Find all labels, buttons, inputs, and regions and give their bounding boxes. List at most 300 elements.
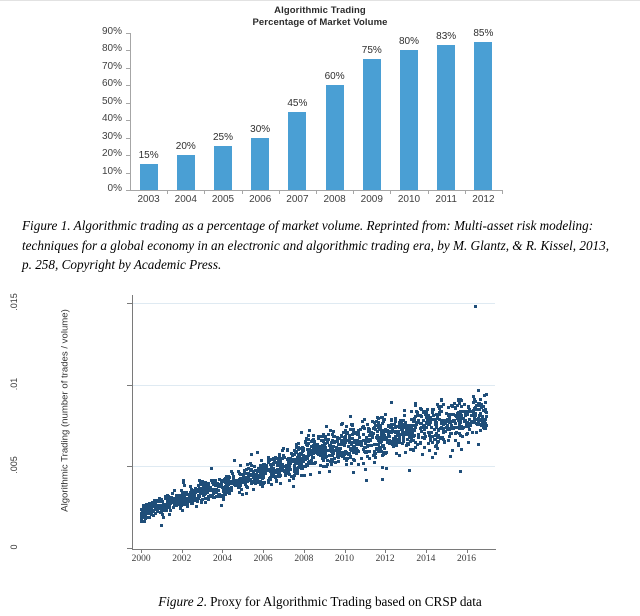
scatter-point xyxy=(301,448,304,451)
scatter-x-tick-label: 2014 xyxy=(416,554,436,564)
scatter-point xyxy=(347,453,350,456)
scatter-point xyxy=(383,434,386,437)
scatter-point xyxy=(331,433,334,436)
scatter-point xyxy=(456,404,459,407)
scatter-point xyxy=(460,448,463,451)
scatter-point xyxy=(168,513,171,516)
scatter-point xyxy=(449,455,452,458)
scatter-point xyxy=(434,452,437,455)
scatter-point xyxy=(331,451,334,454)
scatter-point xyxy=(387,425,390,428)
scatter-point xyxy=(364,468,367,471)
bar-chart-bar xyxy=(251,138,269,190)
scatter-point xyxy=(440,405,443,408)
scatter-point xyxy=(465,433,468,436)
scatter-point xyxy=(178,495,181,498)
scatter-point xyxy=(464,414,467,417)
scatter-point xyxy=(252,480,255,483)
scatter-point xyxy=(289,468,292,471)
scatter-point xyxy=(301,467,304,470)
bar-chart-x-tick-label: 2003 xyxy=(137,194,160,205)
scatter-point xyxy=(301,460,304,463)
scatter-point xyxy=(220,504,223,507)
scatter-point xyxy=(201,480,204,483)
bar-chart-y-tick-label: 50% xyxy=(101,95,122,107)
bar-chart-title-line1: Algorithmic Trading xyxy=(274,5,366,16)
scatter-point xyxy=(353,439,356,442)
scatter-point xyxy=(173,489,176,492)
scatter-point xyxy=(355,443,358,446)
scatter-point xyxy=(458,422,461,425)
scatter-point xyxy=(363,418,366,421)
scatter-point xyxy=(352,471,355,474)
scatter-point xyxy=(290,475,293,478)
scatter-point xyxy=(477,421,480,424)
scatter-point xyxy=(279,474,282,477)
scatter-point xyxy=(162,503,165,506)
scatter-point xyxy=(387,435,390,438)
scatter-point xyxy=(272,457,275,460)
scatter-point xyxy=(412,419,415,422)
scatter-point xyxy=(375,447,378,450)
scatter-point xyxy=(272,467,275,470)
scatter-point xyxy=(317,437,320,440)
bar-chart-data-label: 30% xyxy=(250,123,271,135)
scatter-point xyxy=(333,457,336,460)
scatter-point xyxy=(459,470,462,473)
scatter-y-tick-label: .01 xyxy=(9,377,19,391)
scatter-point xyxy=(196,500,199,503)
scatter-point xyxy=(428,449,431,452)
scatter-point xyxy=(256,451,259,454)
scatter-point xyxy=(332,445,335,448)
figure-1-bar-chart xyxy=(0,0,640,212)
scatter-point xyxy=(440,410,443,413)
bar-chart-title xyxy=(120,5,520,28)
scatter-point xyxy=(245,492,248,495)
bar-chart-x-tick-label: 2011 xyxy=(435,194,457,205)
scatter-point xyxy=(483,419,486,422)
scatter-point xyxy=(312,448,315,451)
scatter-point xyxy=(407,443,410,446)
scatter-point xyxy=(329,429,332,432)
bar-chart-data-label: 15% xyxy=(138,149,159,161)
scatter-point xyxy=(183,484,186,487)
scatter-point xyxy=(322,435,325,438)
scatter-point xyxy=(243,481,246,484)
scatter-point xyxy=(142,510,145,513)
scatter-point xyxy=(328,454,331,457)
scatter-point xyxy=(380,416,383,419)
scatter-point xyxy=(260,459,263,462)
scatter-point xyxy=(177,500,180,503)
scatter-point xyxy=(192,490,195,493)
scatter-point xyxy=(472,401,475,404)
scatter-point xyxy=(252,488,255,491)
scatter-point xyxy=(446,418,449,421)
scatter-point xyxy=(300,431,303,434)
scatter-point xyxy=(433,438,436,441)
scatter-point xyxy=(440,421,443,424)
scatter-point xyxy=(362,462,365,465)
scatter-point xyxy=(325,465,328,468)
scatter-point xyxy=(304,441,307,444)
scatter-point xyxy=(440,398,443,401)
scatter-point xyxy=(272,474,275,477)
scatter-point xyxy=(430,431,433,434)
bar-chart-y-tick-label: 20% xyxy=(101,148,122,160)
scatter-point xyxy=(414,402,417,405)
bar-chart-bar xyxy=(400,50,418,190)
scatter-point xyxy=(292,485,295,488)
scatter-point xyxy=(443,441,446,444)
scatter-point xyxy=(170,498,173,501)
bar-chart-bar xyxy=(288,112,306,191)
scatter-point xyxy=(224,479,227,482)
scatter-point xyxy=(373,421,376,424)
scatter-point xyxy=(188,496,191,499)
scatter-point xyxy=(252,470,255,473)
scatter-point xyxy=(467,441,470,444)
scatter-x-tick xyxy=(182,549,183,553)
scatter-point xyxy=(412,439,415,442)
scatter-point xyxy=(463,403,466,406)
scatter-point xyxy=(355,447,358,450)
figure-1-caption: Figure 1. Algorithmic trading as a percentage of market volume. Reprinted from: Multi-asset risk modeling: techniques for a global economy in an electronic and algorithmic trading era, by M. Glantz, & R. Kissel, 2013, p. 258, Copyright by Academic Press. xyxy=(22,218,610,272)
scatter-point xyxy=(349,428,352,431)
bar-chart-x-tick-label: 2005 xyxy=(211,194,235,205)
scatter-point xyxy=(300,474,303,477)
scatter-point xyxy=(423,446,426,449)
scatter-point xyxy=(365,436,368,439)
scatter-y-tick-label: .015 xyxy=(9,293,19,311)
scatter-point xyxy=(239,464,242,467)
scatter-point xyxy=(410,430,413,433)
scatter-point xyxy=(373,461,376,464)
scatter-point xyxy=(388,430,391,433)
scatter-point xyxy=(316,443,319,446)
scatter-point xyxy=(167,506,170,509)
scatter-point xyxy=(383,447,386,450)
scatter-point xyxy=(485,411,488,414)
scatter-point xyxy=(394,426,397,429)
scatter-point xyxy=(192,498,195,501)
scatter-point xyxy=(434,445,437,448)
scatter-point xyxy=(337,460,340,463)
scatter-point xyxy=(364,439,367,442)
scatter-point xyxy=(384,428,387,431)
scatter-point xyxy=(204,501,207,504)
scatter-x-tick xyxy=(263,549,264,553)
scatter-point xyxy=(391,443,394,446)
scatter-y-tick-label: .005 xyxy=(9,456,19,475)
figure-2-scatter-plot xyxy=(0,283,640,583)
scatter-point xyxy=(158,500,161,503)
scatter-point xyxy=(390,418,393,421)
scatter-point xyxy=(474,413,477,416)
scatter-point xyxy=(245,468,248,471)
scatter-point xyxy=(259,483,262,486)
scatter-point xyxy=(484,401,487,404)
scatter-point xyxy=(151,501,154,504)
scatter-point xyxy=(381,466,384,469)
scatter-point xyxy=(459,434,462,437)
scatter-x-tick xyxy=(304,549,305,553)
scatter-point xyxy=(434,422,437,425)
scatter-point xyxy=(377,417,380,420)
scatter-point xyxy=(398,441,401,444)
scatter-point xyxy=(297,446,300,449)
scatter-point xyxy=(160,524,163,527)
scatter-x-tick-label: 2002 xyxy=(172,554,192,564)
scatter-point xyxy=(259,473,262,476)
scatter-x-tick-label: 2008 xyxy=(294,554,314,564)
scatter-point xyxy=(182,479,185,482)
scatter-point xyxy=(367,427,370,430)
scatter-point xyxy=(478,414,481,417)
scatter-point xyxy=(205,491,208,494)
scatter-x-tick xyxy=(141,549,142,553)
scatter-y-tick-label: 0 xyxy=(9,544,19,550)
scatter-x-axis xyxy=(132,549,496,550)
scatter-point xyxy=(217,485,220,488)
scatter-point xyxy=(342,443,345,446)
scatter-point xyxy=(356,433,359,436)
scatter-points xyxy=(133,295,495,548)
scatter-point xyxy=(250,453,253,456)
scatter-y-tick xyxy=(127,466,132,467)
scatter-point xyxy=(448,435,451,438)
scatter-point xyxy=(278,470,281,473)
scatter-point xyxy=(472,395,475,398)
scatter-x-tick xyxy=(222,549,223,553)
scatter-point xyxy=(338,437,341,440)
scatter-x-tick-label: 2006 xyxy=(253,554,273,564)
scatter-point xyxy=(478,403,481,406)
bar-chart-bar xyxy=(326,85,344,190)
bar-chart-data-label: 25% xyxy=(212,132,233,144)
bar-chart-x-tick-label: 2007 xyxy=(286,194,309,205)
scatter-point xyxy=(263,465,266,468)
bar-chart-x-tick-label: 2004 xyxy=(174,194,197,205)
scatter-point xyxy=(242,473,245,476)
scatter-point xyxy=(483,427,486,430)
scatter-point xyxy=(168,503,171,506)
scatter-point xyxy=(324,448,327,451)
bar-chart-y-tick-label: 30% xyxy=(101,130,122,142)
scatter-x-tick xyxy=(385,549,386,553)
bar-chart-bar xyxy=(214,146,232,190)
scatter-point xyxy=(290,452,293,455)
scatter-point xyxy=(382,451,385,454)
scatter-point xyxy=(348,434,351,437)
scatter-point xyxy=(277,460,280,463)
scatter-point xyxy=(384,413,387,416)
scatter-point xyxy=(431,411,434,414)
bar-chart-y-tick-label: 60% xyxy=(101,78,122,90)
scatter-point xyxy=(246,486,249,489)
scatter-point xyxy=(270,483,273,486)
scatter-point xyxy=(158,507,161,510)
bar-chart-bars xyxy=(130,33,502,190)
scatter-point xyxy=(241,493,244,496)
scatter-point xyxy=(451,449,454,452)
scatter-point xyxy=(468,410,471,413)
scatter-point xyxy=(373,426,376,429)
scatter-point xyxy=(357,450,360,453)
scatter-point-outlier xyxy=(474,305,477,308)
scatter-point xyxy=(309,473,312,476)
scatter-point xyxy=(325,425,328,428)
bar-chart-title-line2: Percentage of Market Volume xyxy=(252,16,388,28)
scatter-point xyxy=(402,419,405,422)
scatter-point xyxy=(312,452,315,455)
scatter-point xyxy=(420,430,423,433)
scatter-point xyxy=(379,424,382,427)
bar-chart-data-label: 60% xyxy=(324,71,345,83)
scatter-point xyxy=(272,462,275,465)
scatter-point xyxy=(330,459,333,462)
scatter-point xyxy=(211,489,214,492)
scatter-point xyxy=(293,453,296,456)
scatter-point xyxy=(371,436,374,439)
scatter-point xyxy=(390,401,393,404)
scatter-point xyxy=(240,488,243,491)
scatter-point xyxy=(395,444,398,447)
bar-chart-y-tick-label: 90% xyxy=(101,26,122,37)
scatter-point xyxy=(403,409,406,412)
bar-chart-data-label: 20% xyxy=(175,141,196,153)
scatter-x-tick-label: 2010 xyxy=(335,554,354,564)
scatter-point xyxy=(286,449,289,452)
scatter-point xyxy=(449,432,452,435)
scatter-point xyxy=(432,414,435,417)
scatter-point xyxy=(471,431,474,434)
scatter-point xyxy=(173,503,176,506)
scatter-point xyxy=(427,442,430,445)
scatter-point xyxy=(328,470,331,473)
scatter-point xyxy=(350,462,353,465)
scatter-point xyxy=(200,492,203,495)
scatter-point xyxy=(320,447,323,450)
bar-chart-data-label: 85% xyxy=(473,27,494,39)
scatter-point xyxy=(293,474,296,477)
scatter-point xyxy=(378,440,381,443)
scatter-x-tick-label: 2016 xyxy=(457,554,477,564)
figure-2-caption-number: Figure 2 xyxy=(158,594,204,609)
scatter-point xyxy=(475,431,478,434)
scatter-point xyxy=(316,451,319,454)
scatter-point xyxy=(402,437,405,440)
scatter-point xyxy=(396,434,399,437)
scatter-point xyxy=(262,476,265,479)
bar-chart-bar xyxy=(363,59,381,190)
scatter-point xyxy=(477,389,480,392)
bar-chart-bar xyxy=(177,155,195,190)
scatter-x-tick xyxy=(426,549,427,553)
scatter-point xyxy=(382,420,385,423)
scatter-point xyxy=(298,453,301,456)
scatter-point xyxy=(318,471,321,474)
scatter-point xyxy=(293,467,296,470)
scatter-point xyxy=(205,484,208,487)
scatter-point xyxy=(227,475,230,478)
scatter-point xyxy=(447,439,450,442)
bar-chart-x-tick-label: 2010 xyxy=(397,194,421,205)
scatter-point xyxy=(181,491,184,494)
scatter-point xyxy=(439,437,442,440)
scatter-point xyxy=(319,454,322,457)
figure-2-caption-text: . Proxy for Algorithmic Trading based on CRSP data xyxy=(203,594,482,609)
scatter-point xyxy=(411,424,414,427)
scatter-point xyxy=(146,505,149,508)
scatter-point xyxy=(365,479,368,482)
scatter-point xyxy=(451,427,454,430)
figure-2-caption xyxy=(0,592,640,612)
scatter-x-tick-label: 2004 xyxy=(212,554,232,564)
bar-chart-bar xyxy=(140,164,158,190)
scatter-point xyxy=(292,459,295,462)
scatter-point xyxy=(470,414,473,417)
scatter-point xyxy=(212,479,215,482)
scatter-point xyxy=(401,442,404,445)
scatter-point xyxy=(283,456,286,459)
scatter-point xyxy=(253,465,256,468)
scatter-point xyxy=(436,441,439,444)
scatter-point xyxy=(374,456,377,459)
scatter-point xyxy=(322,459,325,462)
scatter-point xyxy=(195,490,198,493)
scatter-point xyxy=(264,472,267,475)
bar-chart-x-tick-label: 2012 xyxy=(472,194,495,205)
scatter-point xyxy=(352,458,355,461)
scatter-point xyxy=(412,449,415,452)
scatter-point xyxy=(449,421,452,424)
scatter-point xyxy=(315,447,318,450)
scatter-point xyxy=(346,457,349,460)
scatter-point xyxy=(433,428,436,431)
scatter-point xyxy=(367,444,370,447)
scatter-point xyxy=(410,410,413,413)
scatter-point xyxy=(150,511,153,514)
bar-chart-y-tick-label: 70% xyxy=(101,60,122,72)
scatter-point xyxy=(454,407,457,410)
scatter-point xyxy=(360,457,363,460)
scatter-point xyxy=(230,489,233,492)
scatter-point xyxy=(293,449,296,452)
scatter-point xyxy=(478,408,481,411)
scatter-x-tick-label: 2000 xyxy=(131,554,151,564)
scatter-point xyxy=(204,481,207,484)
scatter-point xyxy=(307,434,310,437)
scatter-point xyxy=(342,431,345,434)
scatter-point xyxy=(224,493,227,496)
scatter-point xyxy=(162,516,165,519)
scatter-point xyxy=(442,427,445,430)
scatter-point xyxy=(195,505,198,508)
scatter-point xyxy=(349,415,352,418)
scatter-y-tick xyxy=(127,548,132,549)
scatter-point xyxy=(467,424,470,427)
scatter-point xyxy=(319,464,322,467)
scatter-point xyxy=(210,467,213,470)
scatter-point xyxy=(326,463,329,466)
scatter-point xyxy=(214,490,217,493)
scatter-point xyxy=(275,480,278,483)
bar-chart-data-label: 83% xyxy=(436,31,457,43)
scatter-point xyxy=(359,441,362,444)
scatter-point xyxy=(183,497,186,500)
